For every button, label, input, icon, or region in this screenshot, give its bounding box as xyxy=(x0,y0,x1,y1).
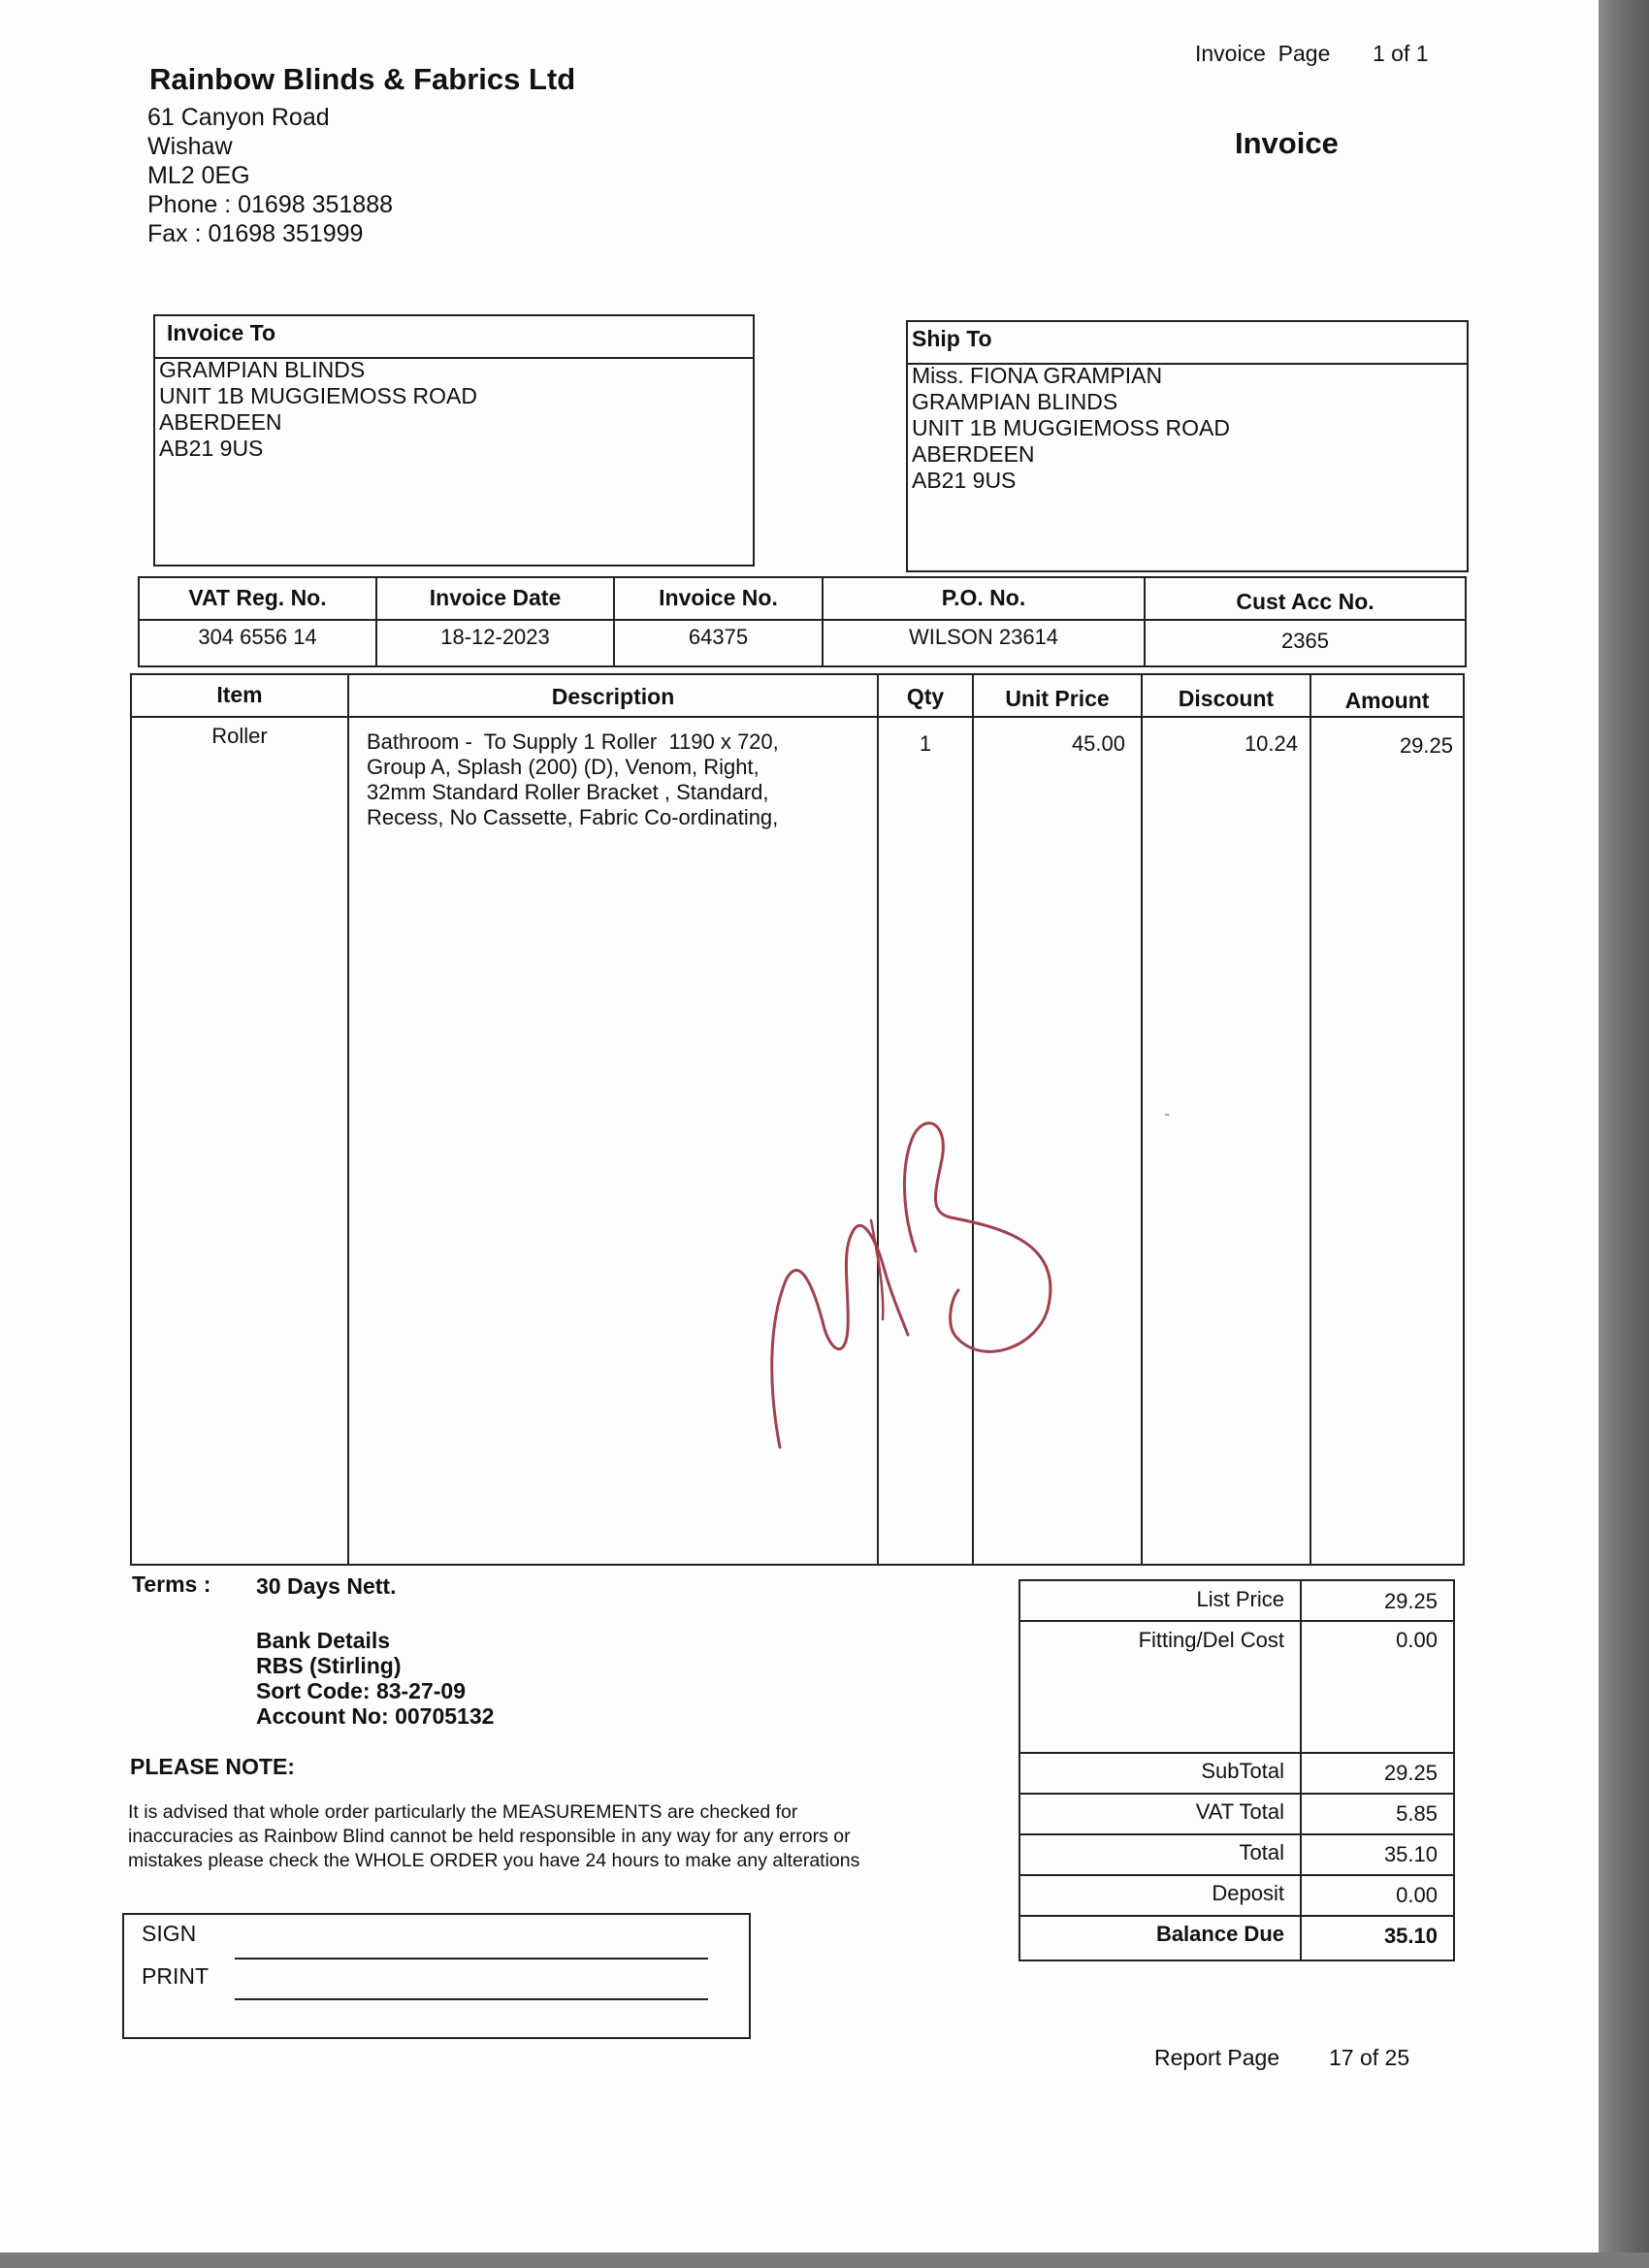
divider xyxy=(347,675,349,1564)
bank-name: RBS (Stirling) xyxy=(256,1653,402,1678)
note-line: inaccuracies as Rainbow Blind cannot be held responsible in any way for any errors or xyxy=(128,1826,851,1847)
terms-value: 30 Days Nett. xyxy=(256,1573,397,1599)
invoice-no-header: Invoice No. xyxy=(659,585,778,610)
scan-edge-bottom xyxy=(0,2252,1649,2268)
item-cell: Roller xyxy=(211,724,268,748)
description-line: Recess, No Cassette, Fabric Co-ordinating, xyxy=(367,805,779,829)
discount-cell: 10.24 xyxy=(1244,731,1298,756)
total-label: Total xyxy=(1239,1840,1284,1864)
description-cell xyxy=(367,729,779,830)
terms-label: Terms : xyxy=(132,1571,211,1597)
amount-header: Amount xyxy=(1344,688,1430,713)
divider xyxy=(1141,675,1143,1564)
address-line: AB21 9US xyxy=(159,436,264,461)
signature-stroke xyxy=(904,1123,1051,1352)
address-line: GRAMPIAN BLINDS xyxy=(159,357,366,382)
address-line: ML2 0EG xyxy=(147,162,250,189)
description-line: Group A, Splash (200) (D), Venom, Right, xyxy=(367,755,760,779)
bank-details-title: Bank Details xyxy=(256,1628,391,1653)
vat-reg-header: VAT Reg. No. xyxy=(188,585,327,610)
totals-table xyxy=(1018,1579,1455,1961)
vat-total-value: 5.85 xyxy=(1396,1801,1438,1826)
bank-details xyxy=(256,1628,494,1729)
address-line: Miss. FIONA GRAMPIAN xyxy=(912,363,1163,388)
deposit-value: 0.00 xyxy=(1396,1883,1438,1907)
address-line: UNIT 1B MUGGIEMOSS ROAD xyxy=(159,383,478,408)
subtotal-label: SubTotal xyxy=(1201,1759,1284,1783)
document-title: Invoice xyxy=(1235,126,1339,160)
invoice-to-box xyxy=(153,314,755,567)
please-note-title: PLEASE NOTE: xyxy=(130,1754,295,1779)
list-price-label: List Price xyxy=(1196,1587,1284,1611)
print-label: PRINT xyxy=(142,1963,209,1989)
invoice-info-table xyxy=(138,576,1467,667)
invoice-date-header: Invoice Date xyxy=(429,585,562,610)
ship-to-address xyxy=(912,363,1230,494)
sign-label: SIGN xyxy=(142,1921,197,1946)
unit-price-cell: 45.00 xyxy=(1071,731,1125,756)
invoice-page-value: 1 of 1 xyxy=(1373,41,1429,66)
sign-line[interactable] xyxy=(235,1958,708,1960)
item-header: Item xyxy=(216,682,263,707)
description-header: Description xyxy=(551,684,675,709)
address-line: UNIT 1B MUGGIEMOSS ROAD xyxy=(912,415,1231,440)
sign-box xyxy=(122,1913,751,2039)
list-price-value: 29.25 xyxy=(1383,1589,1438,1613)
scan-speck: - xyxy=(1164,1104,1170,1123)
balance-due-value: 35.10 xyxy=(1383,1924,1438,1948)
total-value: 35.10 xyxy=(1383,1842,1438,1866)
po-no-value: WILSON 23614 xyxy=(908,625,1059,649)
cust-acc-value: 2365 xyxy=(1281,629,1329,653)
po-no-header: P.O. No. xyxy=(941,585,1026,610)
fitting-cost-label: Fitting/Del Cost xyxy=(1138,1628,1284,1652)
please-note-text xyxy=(128,1800,859,1873)
cust-acc-header: Cust Acc No. xyxy=(1236,589,1374,614)
address-line: AB21 9US xyxy=(912,468,1017,493)
signature-stroke xyxy=(871,1220,883,1319)
scan-edge-right xyxy=(1599,0,1649,2268)
vat-total-label: VAT Total xyxy=(1195,1799,1284,1824)
subtotal-value: 29.25 xyxy=(1383,1761,1438,1785)
address-line: ABERDEEN xyxy=(912,441,1035,467)
report-page-value: 17 of 25 xyxy=(1329,2045,1410,2070)
invoice-page-label: Invoice Page xyxy=(1195,41,1331,66)
invoice-to-title: Invoice To xyxy=(167,320,276,345)
address-line: Wishaw xyxy=(147,133,233,160)
description-line: Bathroom - To Supply 1 Roller 1190 x 720, xyxy=(367,729,779,754)
ship-to-title: Ship To xyxy=(912,326,992,351)
report-page-label: Report Page xyxy=(1154,2045,1280,2070)
qty-header: Qty xyxy=(906,684,945,709)
company-name: Rainbow Blinds & Fabrics Ltd xyxy=(149,62,576,96)
amount-cell: 29.25 xyxy=(1399,733,1453,758)
print-line[interactable] xyxy=(235,1998,708,2000)
address-line: 61 Canyon Road xyxy=(147,104,330,131)
ship-to-box xyxy=(906,320,1469,572)
note-line: mistakes please check the WHOLE ORDER you have 24 hours to make any alterations xyxy=(128,1850,860,1871)
fax-line: Fax : 01698 351999 xyxy=(147,220,364,247)
balance-due-label: Balance Due xyxy=(1155,1922,1284,1946)
note-line: It is advised that whole order particularly the MEASUREMENTS are checked for xyxy=(128,1801,798,1823)
discount-header: Discount xyxy=(1178,686,1275,711)
handwritten-initials xyxy=(757,1106,1067,1455)
address-line: GRAMPIAN BLINDS xyxy=(912,389,1118,414)
phone-line: Phone : 01698 351888 xyxy=(147,191,394,218)
address-line: ABERDEEN xyxy=(159,409,282,435)
invoice-no-value: 64375 xyxy=(688,625,749,649)
invoice-to-address xyxy=(159,357,477,462)
qty-cell: 1 xyxy=(919,731,932,756)
fitting-cost-value: 0.00 xyxy=(1396,1628,1438,1652)
vat-reg-value: 304 6556 14 xyxy=(198,625,317,649)
divider xyxy=(1310,675,1311,1564)
deposit-label: Deposit xyxy=(1212,1881,1284,1905)
sort-code: Sort Code: 83-27-09 xyxy=(256,1678,467,1703)
signature-stroke xyxy=(772,1225,908,1447)
unit-price-header: Unit Price xyxy=(1005,686,1110,711)
invoice-date-value: 18-12-2023 xyxy=(440,625,550,649)
account-no: Account No: 00705132 xyxy=(256,1703,495,1729)
description-line: 32mm Standard Roller Bracket , Standard, xyxy=(367,780,769,804)
company-address xyxy=(147,103,393,248)
